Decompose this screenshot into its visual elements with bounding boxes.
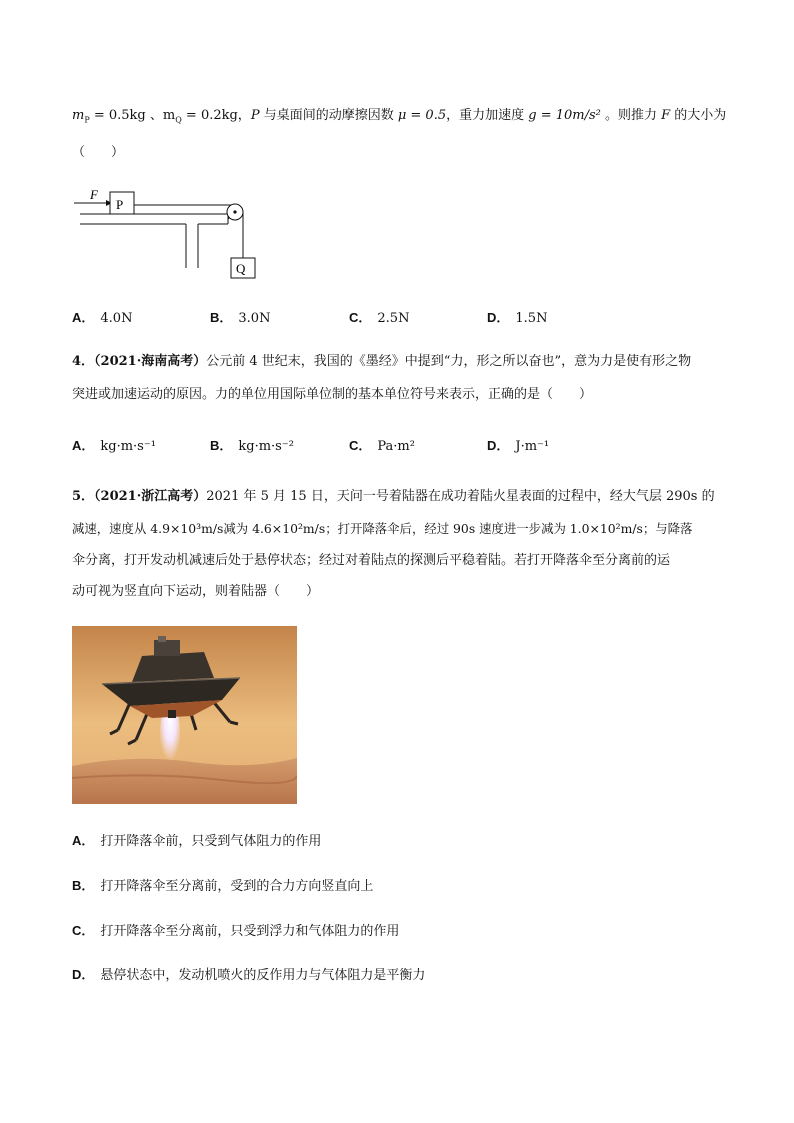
option-letter: B． bbox=[210, 310, 233, 325]
stem-tail: 的大小为 bbox=[670, 108, 727, 123]
option-letter: C． bbox=[349, 310, 372, 325]
q5-option-c[interactable] bbox=[72, 921, 399, 942]
subscript-q: Q bbox=[175, 115, 182, 125]
q3-option-a[interactable] bbox=[72, 308, 132, 329]
option-letter: C． bbox=[349, 438, 372, 453]
label-q: Q bbox=[236, 261, 246, 276]
mu-value: μ = 0.5 bbox=[397, 108, 447, 123]
q4-option-a[interactable] bbox=[72, 436, 156, 457]
option-letter: C． bbox=[72, 923, 95, 938]
lander-top bbox=[132, 652, 214, 682]
lander-foot-right bbox=[230, 722, 238, 724]
q5-line3: 伞分离，打开发动机减速后处于悬停状态；经过对着陆点的探测后平稳着陆。若打开降落伞至分离前的运 bbox=[72, 553, 671, 568]
mass-p-value: = 0.5kg 、m bbox=[89, 108, 176, 123]
q3-option-d[interactable] bbox=[487, 308, 547, 329]
q5-option-d[interactable] bbox=[72, 965, 425, 986]
option-letter: D． bbox=[487, 310, 510, 325]
option-text: J·m⁻¹ bbox=[515, 439, 550, 454]
q5-option-a[interactable] bbox=[72, 831, 321, 852]
q4-line1 bbox=[72, 352, 691, 372]
q5-text-1: 2021 年 5 月 15 日，天问一号着陆器在成功着陆火星表面的过程中，经大气层 290s 的 bbox=[206, 489, 715, 504]
gravity-text: ，重力加速度 bbox=[446, 108, 529, 123]
option-text: 2.5N bbox=[377, 311, 410, 326]
option-text: 打开降落伞前，只受到气体阻力的作用 bbox=[100, 834, 322, 849]
q5-line4: 动可视为竖直向下运动，则着陆器（ ） bbox=[72, 584, 320, 599]
question-number: 5． bbox=[72, 489, 95, 504]
option-letter: A． bbox=[72, 438, 95, 453]
force-text: 。则推力 bbox=[600, 108, 662, 123]
option-letter: A． bbox=[72, 833, 95, 848]
q5-option-b[interactable] bbox=[72, 876, 373, 897]
option-text: 悬停状态中，发动机喷火的反作用力与气体阻力是平衡力 bbox=[100, 968, 426, 983]
q4-option-d[interactable] bbox=[487, 436, 549, 457]
q3-option-b[interactable] bbox=[210, 308, 270, 329]
label-f: F bbox=[90, 187, 98, 202]
rover-on-top bbox=[154, 640, 180, 656]
q3-answer-paren: （ ） bbox=[72, 145, 125, 160]
pulley-diagram bbox=[70, 186, 260, 286]
engine-nozzle bbox=[168, 710, 176, 718]
f-variable: F bbox=[661, 108, 671, 123]
q4-option-c[interactable] bbox=[349, 436, 415, 457]
option-letter: B． bbox=[210, 438, 233, 453]
option-letter: D． bbox=[72, 967, 95, 982]
option-letter: A． bbox=[72, 310, 95, 325]
label-p: P bbox=[116, 197, 124, 212]
option-text: 打开降落伞至分离前，只受到浮力和气体阻力的作用 bbox=[100, 924, 400, 939]
lander-illustration bbox=[72, 626, 297, 804]
q4-line2: 突进或加速运动的原因。力的单位用国际单位制的基本单位符号来表示，正确的是（ ） bbox=[72, 387, 593, 402]
pulley-axle bbox=[233, 210, 236, 213]
question-source: （2021·海南高考） bbox=[94, 354, 207, 369]
q5-line1 bbox=[72, 487, 715, 507]
option-text: 4.0N bbox=[100, 311, 133, 326]
g-value: g = 10m/s² bbox=[528, 108, 601, 123]
option-text: 3.0N bbox=[238, 311, 271, 326]
q4-text-1: 公元前 4 世纪末，我国的《墨经》中提到“力，形之所以奋也”，意为力是使有形之物 bbox=[206, 354, 692, 369]
mars-lander-photo bbox=[72, 626, 297, 804]
friction-text: 与桌面间的动摩擦因数 bbox=[259, 108, 398, 123]
subscript-p: P bbox=[84, 115, 90, 125]
option-text: kg·m·s⁻² bbox=[238, 439, 294, 454]
option-text: kg·m·s⁻¹ bbox=[100, 439, 156, 454]
option-text: 1.5N bbox=[515, 311, 548, 326]
mass-q-value: = 0.2kg， bbox=[181, 108, 251, 123]
question-number: 4． bbox=[72, 354, 95, 369]
q5-line2: 减速，速度从 4.9×10³m/s减为 4.6×10²m/s；打开降落伞后，经过 90s 速度进一步减为 1.0×10²m/s；与降落 bbox=[72, 521, 693, 536]
question-source: （2021·浙江高考） bbox=[94, 489, 207, 504]
q3-stem-line1 bbox=[72, 106, 726, 131]
option-letter: D． bbox=[487, 438, 510, 453]
mass-symbol: m bbox=[72, 108, 85, 123]
option-letter: B． bbox=[72, 878, 95, 893]
mars-ground bbox=[72, 758, 297, 804]
q4-option-b[interactable] bbox=[210, 436, 294, 457]
option-text: Pa·m² bbox=[377, 439, 415, 454]
p-variable: P bbox=[250, 108, 260, 123]
rover-mast bbox=[158, 636, 166, 642]
option-text: 打开降落伞至分离前，受到的合力方向竖直向上 bbox=[100, 879, 374, 894]
q3-option-c[interactable] bbox=[349, 308, 409, 329]
